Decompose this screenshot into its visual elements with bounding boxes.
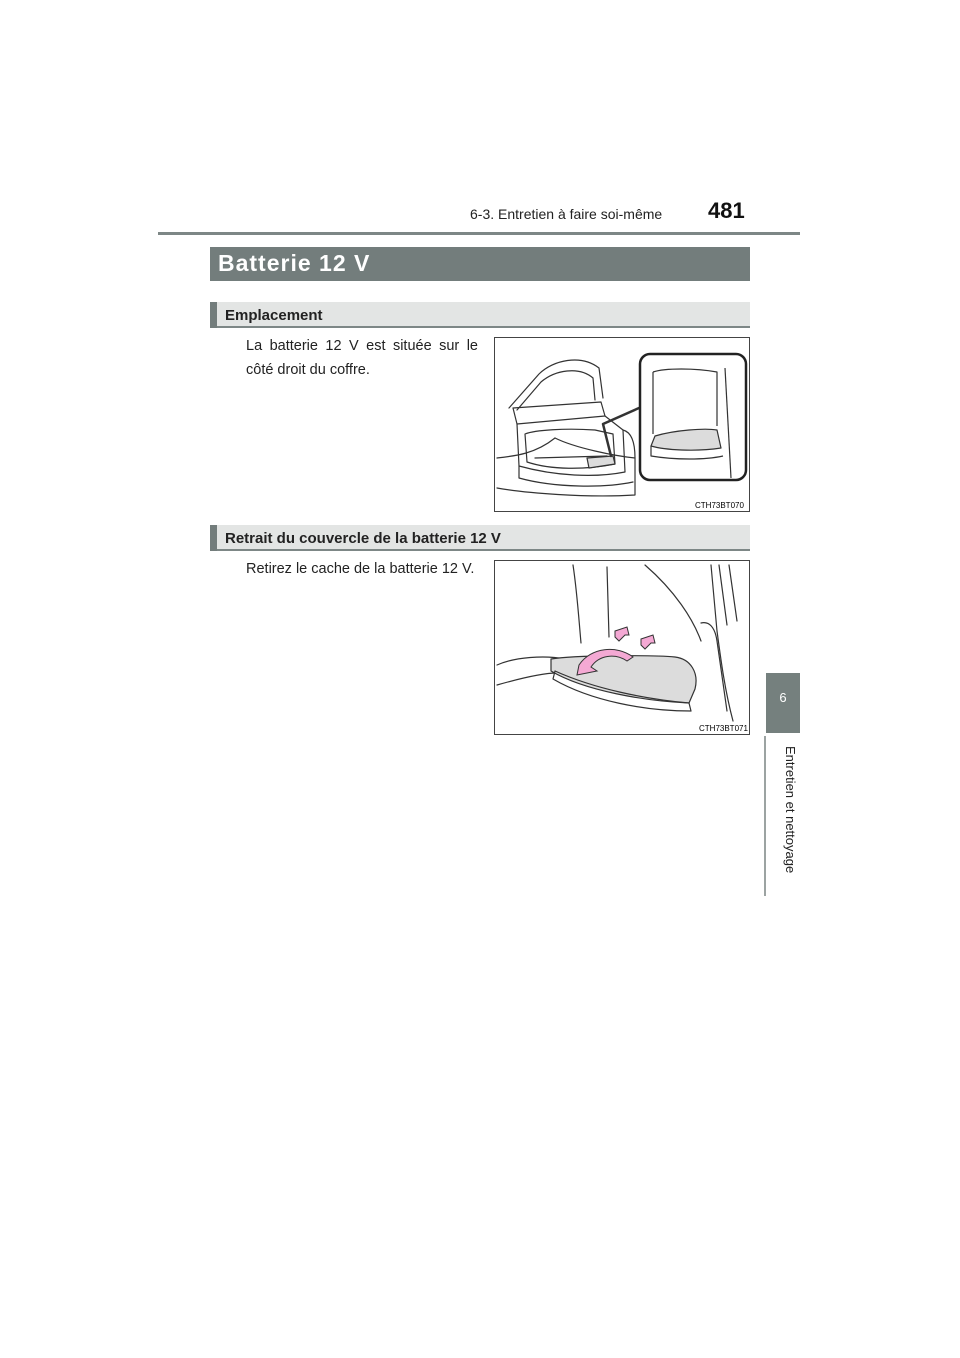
page-number: 481 (708, 198, 745, 223)
paragraph-retrait: Retirez le cache de la batterie 12 V. (246, 561, 475, 577)
chapter-tab-rule (764, 736, 766, 896)
figure-code-1: CTH73BT070 (695, 501, 744, 510)
battery-cover-illustration (495, 561, 749, 734)
figure-cover-removal (494, 560, 750, 735)
chapter-tab-number: 6 (779, 690, 787, 705)
figure-code-2: CTH73BT071 (699, 724, 748, 733)
running-header-section: 6-3. Entretien à faire soi-même (470, 206, 663, 222)
subsection-bar-marker (210, 302, 217, 328)
section-title: Batterie 12 V (218, 250, 371, 276)
car-trunk-illustration (495, 338, 749, 511)
chapter-tab-title: Entretien et nettoyage (783, 746, 798, 874)
subsection-bar-marker (210, 525, 217, 551)
paragraph-emplacement: La batterie 12 V est située sur le côté droit du coffre. (246, 338, 478, 378)
subsection-title-emplacement: Emplacement (225, 307, 323, 324)
header-rule (158, 232, 800, 235)
subsection-title-retrait: Retrait du couvercle de la batterie 12 V (225, 530, 501, 547)
figure-battery-location (494, 337, 750, 512)
